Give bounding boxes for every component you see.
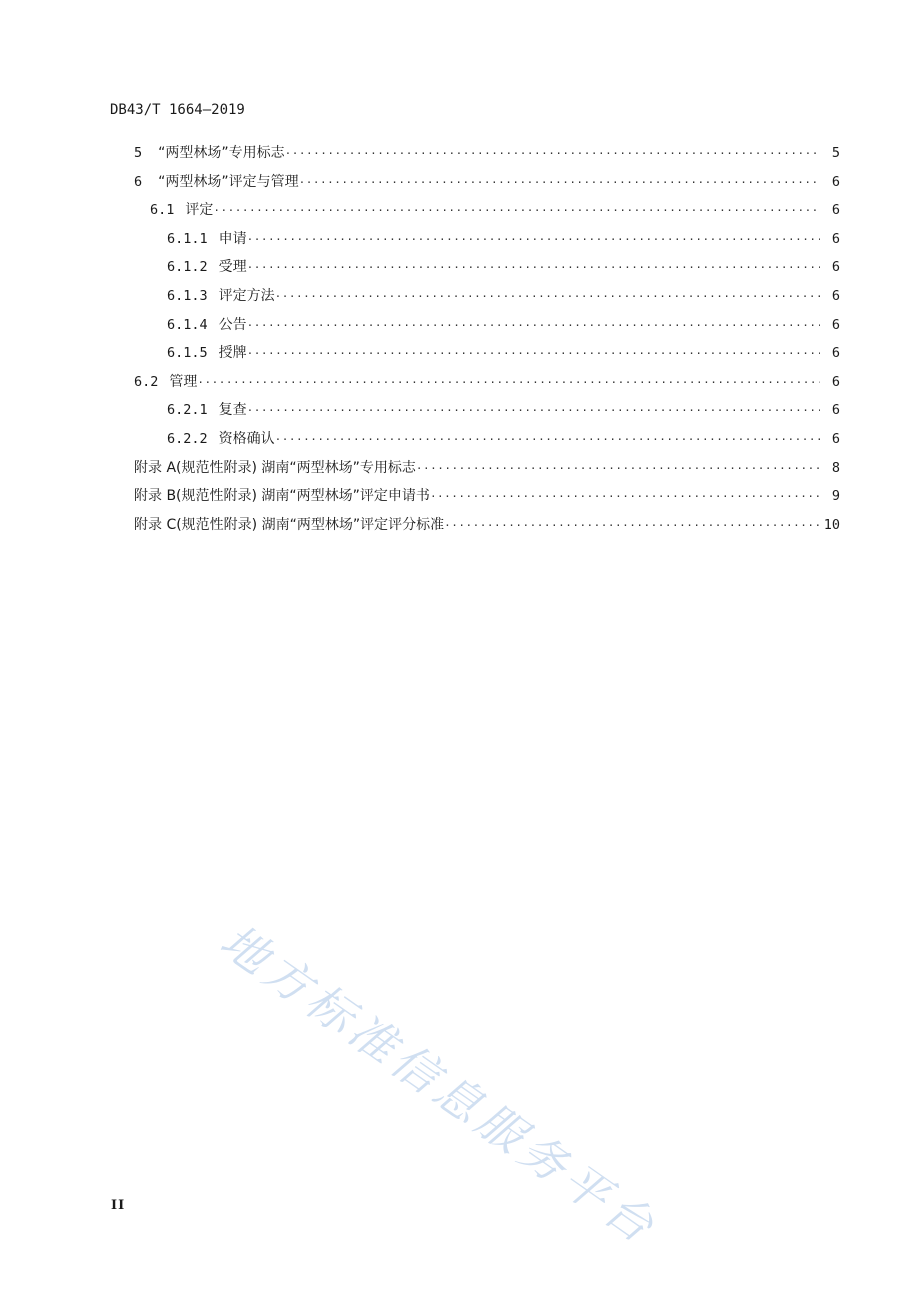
toc-entry[interactable]	[134, 511, 840, 540]
toc-entry-page: 6	[831, 373, 840, 390]
toc-dot-leader	[299, 169, 820, 198]
toc-entry[interactable]	[134, 311, 840, 340]
toc-entry-title: 公告	[218, 316, 247, 333]
toc-entry-number: 6.1.5	[167, 345, 208, 362]
toc-entry[interactable]	[134, 139, 840, 168]
toc-entry-page: 6	[831, 345, 840, 362]
toc-entry-page: 6	[831, 402, 840, 419]
toc-entry-page: 6	[831, 230, 840, 247]
toc-entry-title: 授牌	[218, 345, 247, 362]
toc-dot-leader	[247, 226, 820, 255]
toc-entry-page: 8	[831, 459, 840, 476]
toc-entry-title: 受理	[218, 259, 247, 276]
toc-entry-number: 6.1.3	[167, 287, 208, 304]
toc-dot-leader	[416, 455, 820, 484]
toc-entry-page: 6	[831, 173, 840, 190]
toc-dot-leader	[213, 197, 820, 226]
toc-entry-title: “两型林场”评定与管理	[158, 173, 299, 190]
toc-entry-page: 10	[823, 516, 840, 533]
toc-entry-number: 6.1.4	[167, 316, 208, 333]
toc-entry-title: 附录 C(规范性附录) 湖南“两型林场”评定评分标准	[134, 516, 445, 533]
toc-entry-title: 管理	[169, 373, 198, 390]
toc-entry[interactable]	[134, 225, 840, 254]
toc-entry[interactable]	[134, 253, 840, 282]
toc-dot-leader	[197, 369, 820, 398]
toc-entry[interactable]	[134, 168, 840, 197]
toc-dot-leader	[247, 312, 820, 341]
toc-entry[interactable]	[134, 425, 840, 454]
toc-entry-number: 6.1.1	[167, 230, 208, 247]
toc-entry-title: 复查	[218, 402, 247, 419]
toc-entry-title: 附录 B(规范性附录) 湖南“两型林场”评定申请书	[134, 488, 430, 505]
toc-dot-leader	[275, 426, 820, 455]
toc-entry-number: 6.1	[150, 202, 175, 219]
table-of-contents	[134, 139, 840, 539]
page-number: II	[111, 1198, 126, 1213]
toc-entry[interactable]	[134, 454, 840, 483]
toc-dot-leader	[285, 140, 820, 169]
toc-entry-title: 附录 A(规范性附录) 湖南“两型林场”专用标志	[134, 459, 416, 476]
toc-dot-leader	[444, 512, 820, 541]
toc-entry-page: 9	[831, 488, 840, 505]
toc-entry[interactable]	[134, 482, 840, 511]
toc-entry[interactable]	[134, 196, 840, 225]
toc-entry[interactable]	[134, 396, 840, 425]
toc-dot-leader	[247, 397, 820, 426]
toc-entry-number: 6.2.1	[167, 402, 208, 419]
toc-entry[interactable]	[134, 368, 840, 397]
toc-dot-leader	[247, 340, 820, 369]
toc-dot-leader	[275, 283, 820, 312]
toc-entry-title: “两型林场”专用标志	[158, 145, 285, 161]
document-code: DB43/T 1664—2019	[110, 102, 245, 118]
toc-entry-number: 6.2	[134, 373, 159, 390]
toc-entry-number: 5	[134, 145, 143, 161]
toc-entry-page: 6	[831, 259, 840, 276]
toc-entry[interactable]	[134, 282, 840, 311]
toc-entry-number: 6.1.2	[167, 259, 208, 276]
toc-entry-page: 6	[831, 430, 840, 447]
toc-entry-page: 5	[831, 145, 840, 161]
toc-entry-page: 6	[831, 287, 840, 304]
toc-entry-title: 资格确认	[218, 430, 275, 447]
toc-entry-page: 6	[831, 316, 840, 333]
watermark: 地方标准信息服务平台	[210, 913, 668, 1256]
toc-entry-page: 6	[831, 202, 840, 219]
toc-entry-title: 申请	[218, 230, 247, 247]
toc-dot-leader	[430, 483, 820, 512]
toc-entry-number: 6	[134, 173, 143, 190]
toc-entry-title: 评定	[185, 202, 214, 219]
toc-dot-leader	[247, 254, 820, 283]
toc-entry[interactable]	[134, 339, 840, 368]
toc-entry-number: 6.2.2	[167, 430, 208, 447]
toc-entry-title: 评定方法	[218, 287, 275, 304]
